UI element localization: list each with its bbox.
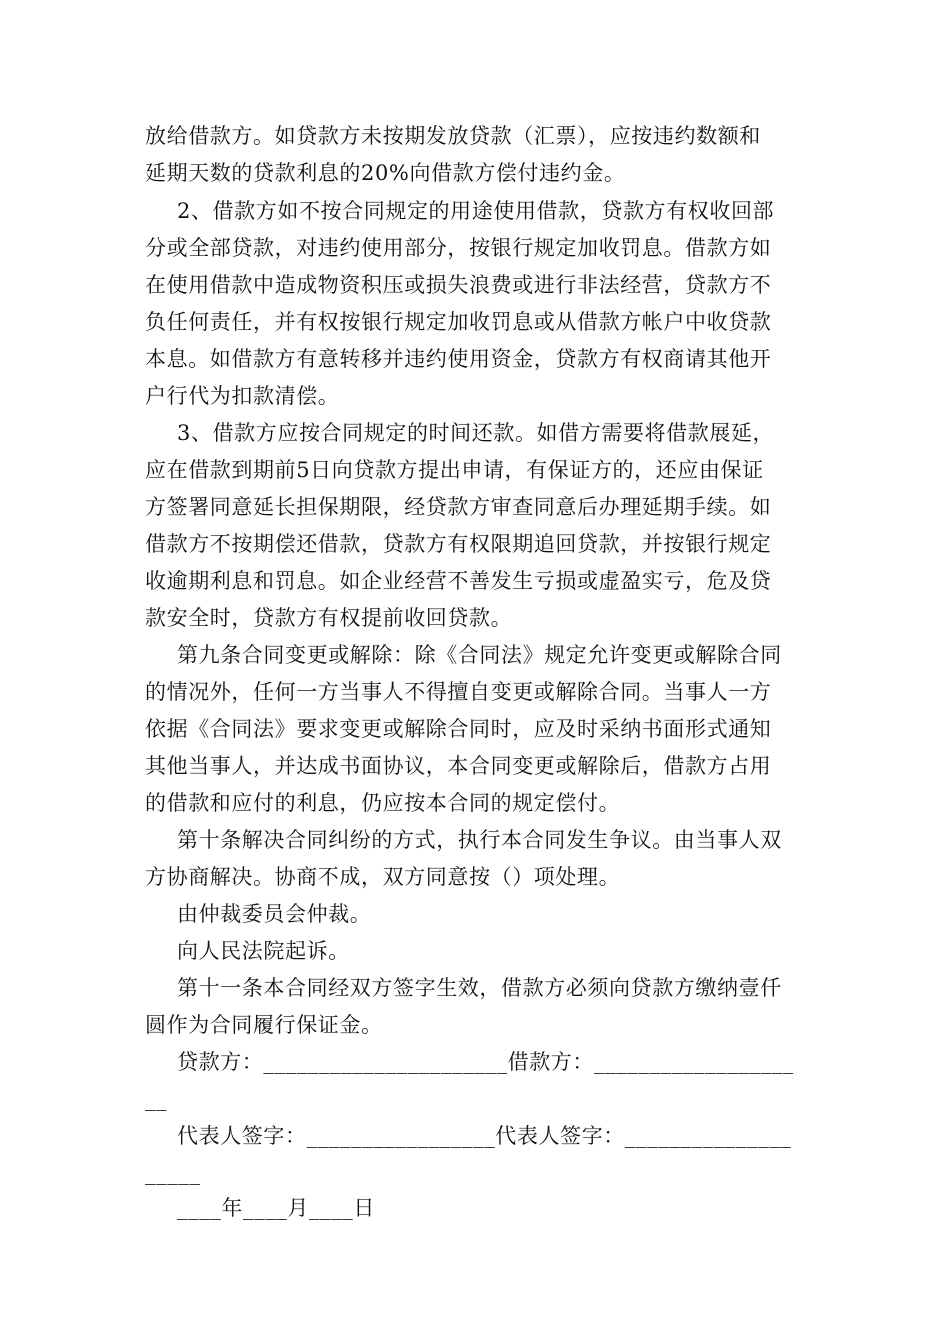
text-line: 放给借款方。如贷款方未按期发放贷款（汇票），应按违约数额和 <box>145 124 761 148</box>
text-line: 圆作为合同履行保证金。 <box>145 1013 383 1037</box>
text-line: 依据《合同法》要求变更或解除合同时，应及时采纳书面形式通知 <box>145 717 772 741</box>
text-line: _____ <box>145 1161 201 1185</box>
text-line: 借款方不按期偿还借款，贷款方有权限期追回贷款，并按银行规定 <box>145 532 772 556</box>
text-line: 本息。如借款方有意转移并违约使用资金，贷款方有权商请其他开 <box>145 347 772 371</box>
signature-line-parties: 贷款方：______________________借款方：__________________ <box>177 1050 794 1074</box>
text-line: 延期天数的贷款利息的20%向借款方偿付违约金。 <box>145 161 626 185</box>
text-line: 户行代为扣款清偿。 <box>145 384 340 408</box>
text-line: 应在借款到期前5日向贷款方提出申请，有保证方的，还应由保证 <box>145 458 764 482</box>
text-line: 第十条解决合同纠纷的方式，执行本合同发生争议。由当事人双 <box>177 828 782 852</box>
text-line: 在使用借款中造成物资积压或损失浪费或进行非法经营，贷款方不 <box>145 273 772 297</box>
date-line: ____年____月____日 <box>177 1196 375 1220</box>
text-line: 由仲裁委员会仲裁。 <box>177 902 372 926</box>
text-line: 的情况外，任何一方当事人不得擅自变更或解除合同。当事人一方 <box>145 680 772 704</box>
signature-line-representatives: 代表人签字：_________________代表人签字：_______________ <box>177 1124 792 1148</box>
text-line: 第十一条本合同经双方签字生效，借款方必须向贷款方缴纳壹仟 <box>177 976 782 1000</box>
text-line: 3、借款方应按合同规定的时间还款。如借方需要将借款展延， <box>177 421 775 445</box>
text-line: 负任何责任，并有权按银行规定加收罚息或从借款方帐户中收贷款 <box>145 310 772 334</box>
text-line: 收逾期利息和罚息。如企业经营不善发生亏损或虚盈实亏，危及贷 <box>145 569 772 593</box>
text-line: __ <box>145 1087 168 1111</box>
text-line: 款安全时，贷款方有权提前收回贷款。 <box>145 606 513 630</box>
text-line: 方签署同意延长担保期限，经贷款方审查同意后办理延期手续。如 <box>145 495 772 519</box>
text-line: 方协商解决。协商不成，双方同意按（）项处理。 <box>145 865 621 889</box>
text-line: 向人民法院起诉。 <box>177 939 350 963</box>
text-line: 分或全部贷款，对违约使用部分，按银行规定加收罚息。借款方如 <box>145 236 772 260</box>
text-line: 其他当事人，并达成书面协议，本合同变更或解除后，借款方占用 <box>145 754 772 778</box>
text-line: 的借款和应付的利息，仍应按本合同的规定偿付。 <box>145 791 621 815</box>
text-line: 第九条合同变更或解除：除《合同法》规定允许变更或解除合同 <box>177 643 782 667</box>
text-line: 2、借款方如不按合同规定的用途使用借款，贷款方有权收回部 <box>177 199 775 223</box>
